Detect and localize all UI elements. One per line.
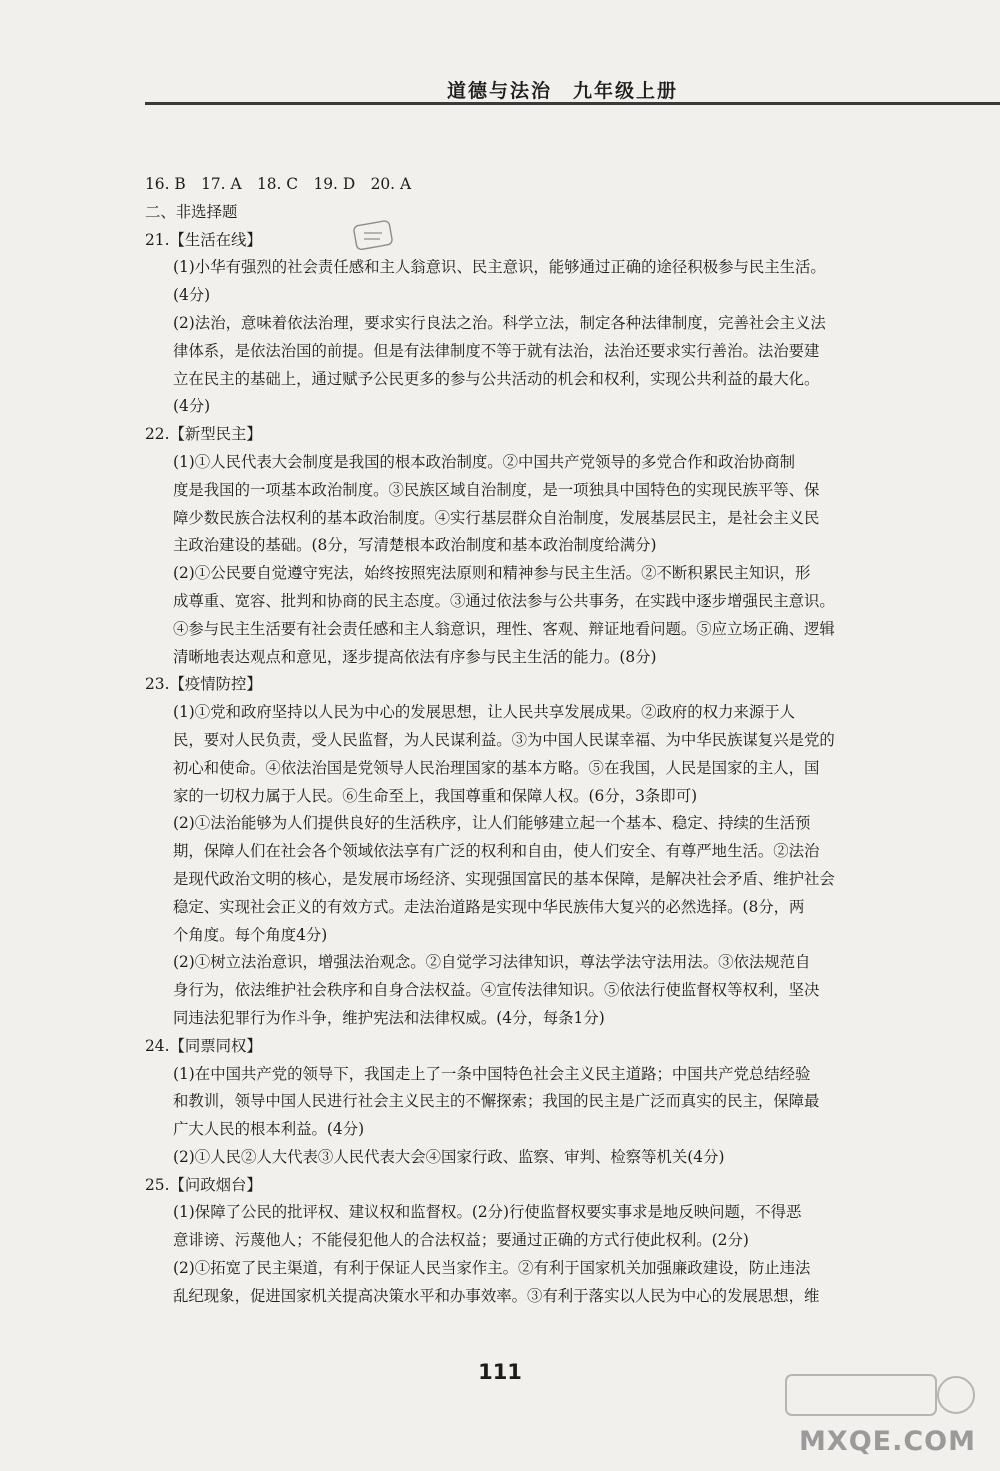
text-line: (2)①树立法治意识，增强法治观念。②自觉学习法律知识，尊法学法守法用法。③依法规范自 — [173, 953, 811, 972]
text-line: 24.【同票同权】 — [145, 1036, 262, 1055]
header-rule — [145, 102, 1000, 105]
text-line: 二、非选择题 — [145, 202, 238, 221]
text-line: 主政治建设的基础。(8分，写清楚根本政治制度和基本政治制度给满分) — [173, 536, 657, 555]
text-line: (4分) — [173, 286, 211, 305]
text-line: 律体系，是依法治国的前提。但是有法律制度不等于就有法治，法治还要求实行善治。法治要建 — [173, 341, 820, 360]
text-line: 23.【疫情防控】 — [145, 675, 262, 694]
text-line: 度是我国的一项基本政治制度。③民族区域自治制度，是一项独具中国特色的实现民族平等、保 — [173, 480, 820, 499]
text-line: 25.【问政烟台】 — [145, 1175, 262, 1194]
text-line: 民，要对人民负责，受人民监督，为人民谋利益。③为中国人民谋幸福、为中华民族谋复兴是党的 — [173, 730, 835, 749]
text-line: 个角度。每个角度4分) — [173, 925, 328, 944]
text-line: 期，保障人们在社会各个领域依法享有广泛的权利和自由，使人们安全、有尊严地生活。②法治 — [173, 842, 820, 861]
text-line: 成尊重、宽容、批判和协商的民主态度。③通过依法参与公共事务，在实践中逐步增强民主意识。 — [173, 591, 835, 610]
text-line: 意诽谤、污蔑他人；不能侵犯他人的合法权益；要通过正确的方式行使此权利。(2分) — [173, 1231, 749, 1250]
text-line: (4分) — [173, 397, 211, 416]
text-line: (2)①拓宽了民主渠道，有利于保证人民当家作主。②有利于国家机关加强廉政建设，防止违法 — [173, 1259, 811, 1278]
text-line: (1)小华有强烈的社会责任感和主人翁意识、民主意识，能够通过正确的途径积极参与民主生活。 — [173, 258, 826, 277]
text-line: 是现代政治文明的核心，是发展市场经济、实现强国富民的基本保障，是解决社会矛盾、维护社会 — [173, 869, 835, 888]
text-line: (2)①人民②人大代表③人民代表大会④国家行政、监察、审判、检察等机关(4分) — [173, 1147, 725, 1166]
text-line: 和教训，领导中国人民进行社会主义民主的不懈探索；我国的民主是广泛而真实的民主，保障最 — [173, 1092, 820, 1111]
text-line: 家的一切权力属于人民。⑥生命至上，我国尊重和保障人权。(6分，3条即可) — [173, 786, 698, 805]
answer-content — [145, 171, 957, 1311]
page-number: 111 — [478, 1360, 522, 1384]
text-line: (2)①公民要自觉遵守宪法，始终按照宪法原则和精神参与民主生活。②不断积累民主知识，形 — [173, 564, 811, 583]
watermark-text: MXQE.COM — [799, 1426, 976, 1457]
text-line: 16. B 17. A 18. C 19. D 20. A — [145, 175, 412, 193]
text-line: (2)法治，意味着依法治理，要求实行良法之治。科学立法，制定各种法律制度，完善社会主义法 — [173, 313, 826, 332]
text-line: 21.【生活在线】 — [145, 230, 262, 249]
page-header-title: 道德与法治 九年级上册 — [447, 80, 679, 102]
text-line: (1)①党和政府坚持以人民为中心的发展思想，让人民共享发展成果。②政府的权力来源于人 — [173, 703, 796, 722]
text-line: (1)保障了公民的批评权、建议权和监督权。(2分)行使监督权要实事求是地反映问题，不得恶 — [173, 1203, 802, 1222]
text-line: 22.【新型民主】 — [145, 425, 262, 444]
text-line: (2)①法治能够为人们提供良好的生活秩序，让人们能够建立起一个基本、稳定、持续的生活预 — [173, 814, 811, 833]
text-line: (1)①人民代表大会制度是我国的根本政治制度。②中国共产党领导的多党合作和政治协商制 — [173, 452, 796, 471]
text-line: (1)在中国共产党的领导下，我国走上了一条中国特色社会主义民主道路；中国共产党总结经验 — [173, 1064, 811, 1083]
text-line: 清晰地表达观点和意见，逐步提高依法有序参与民主生活的能力。(8分) — [173, 647, 657, 666]
text-line: ④参与民主生活要有社会责任感和主人翁意识，理性、客观、辩证地看问题。⑤应立场正确、逻辑 — [173, 619, 835, 638]
text-line: 身行为，依法维护社会秩序和自身合法权益。④宣传法律知识。⑤依法行使监督权等权利，坚决 — [173, 981, 820, 1000]
text-line: 乱纪现象，促进国家机关提高决策水平和办事效率。③有利于落实以人民为中心的发展思想，维 — [173, 1286, 820, 1305]
text-line: 立在民主的基础上，通过赋予公民更多的参与公共活动的机会和权利，实现公共利益的最大化。 — [173, 369, 820, 388]
text-line: 初心和使命。④依法治国是党领导人民治理国家的基本方略。⑤在我国，人民是国家的主人，国 — [173, 758, 820, 777]
text-line: 同违法犯罪行为作斗争，维护宪法和法律权威。(4分，每条1分) — [173, 1008, 605, 1027]
text-line: 稳定、实现社会正义的有效方式。走法治道路是实现中华民族伟大复兴的必然选择。(8分，两 — [173, 897, 805, 916]
text-line: 广大人民的根本利益。(4分) — [173, 1120, 365, 1139]
text-line: 障少数民族合法权利的基本政治制度。④实行基层群众自治制度，发展基层民主，是社会主义民 — [173, 508, 820, 527]
